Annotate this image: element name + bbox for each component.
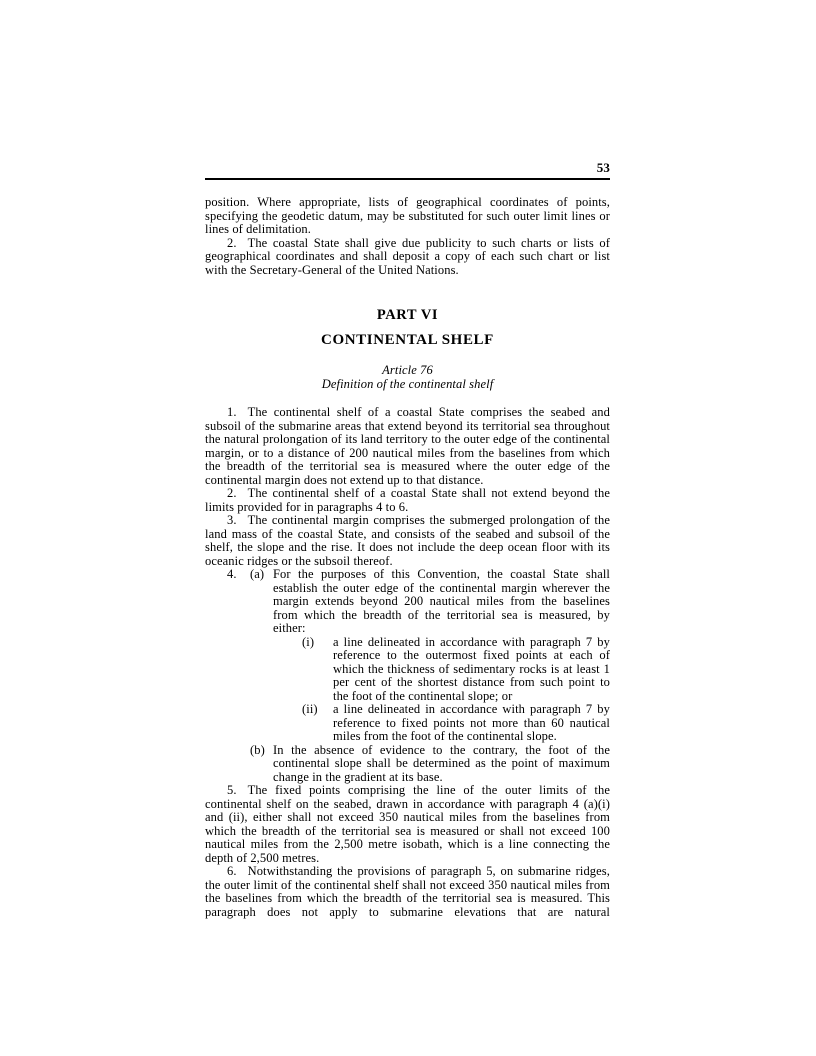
article-paragraph-5 bbox=[205, 784, 610, 865]
paragraph-number: 6. bbox=[227, 864, 237, 878]
paragraph-text: The continental shelf of a coastal State comprises the seabed and subsoil of the submarine areas that extend beyond its territorial sea throughout the natural prolongation of its land territory to the outer edge of the continental margin, or to a distance of 200 nautical miles from the baselines from which the breadth of the territorial sea is measured where the outer edge of the continental margin does not extend up to that distance. bbox=[205, 405, 610, 487]
article-paragraph-4a bbox=[205, 568, 610, 636]
subparagraph-label: (b) bbox=[250, 742, 265, 757]
paragraph-text: For the purposes of this Convention, the coastal State shall establish the outer edge of the continental margin wherever the margin extends beyond 200 nautical miles from the baselines from which the breadth of the territorial sea is measured, by either: bbox=[273, 567, 610, 635]
paragraph-number: 1. bbox=[227, 405, 237, 419]
part-title-heading: CONTINENTAL SHELF bbox=[321, 332, 494, 348]
article-paragraph-4b bbox=[205, 744, 610, 785]
paragraph-text: The coastal State shall give due publicity to such charts or lists of geographical coordinates and shall deposit a copy of each such chart or list with the Secretary-General of the United Nations. bbox=[205, 235, 610, 277]
article-title-heading: Definition of the continental shelf bbox=[321, 376, 494, 391]
article-paragraph-4a-ii bbox=[205, 703, 610, 744]
header-rule bbox=[205, 178, 610, 180]
paragraph-text: The continental margin comprises the submerged prolongation of the land mass of the coastal State, and consists of the seabed and subsoil of the shelf, the slope and the rise. It does not include the deep ocean floor with its oceanic ridges or the subsoil thereof. bbox=[205, 513, 610, 568]
paragraph-number: 2. bbox=[227, 235, 237, 250]
paragraph-number: 2. bbox=[227, 486, 237, 500]
paragraph-number: 4. bbox=[227, 567, 237, 581]
article-paragraph-6 bbox=[205, 865, 610, 919]
article-paragraph-1 bbox=[205, 406, 610, 487]
clause-label: (i) bbox=[302, 634, 315, 649]
paragraph-number: 3. bbox=[227, 513, 237, 527]
article-paragraph-4a-i bbox=[205, 636, 610, 704]
article-paragraph-2 bbox=[205, 487, 610, 514]
page-content bbox=[205, 160, 610, 919]
paragraph-text: The continental shelf of a coastal State shall not extend beyond the limits provided for in paragraphs 4 to 6. bbox=[205, 486, 610, 514]
page-number: 53 bbox=[596, 160, 610, 175]
paragraph-text: a line delineated in accordance with paragraph 7 by reference to fixed points not more than 60 nautical miles from the foot of the continental slope. bbox=[333, 702, 610, 743]
paragraph-continuation: position. Where appropriate, lists of geographical coordinates of points, specifying the geodetic datum, may be substituted for such outer limit lines or lines of delimitation. bbox=[205, 195, 610, 236]
article-number-heading: Article 76 bbox=[382, 363, 433, 377]
part-heading: PART VI bbox=[376, 307, 439, 323]
paragraph-text: Notwithstanding the provisions of paragraph 5, on submarine ridges, the outer limit of the continental shelf shall not exceed 350 nautical miles from the baselines from which the breadth of the territorial sea is measured. This paragraph does not apply to submarine elevations that are natural bbox=[205, 864, 610, 919]
paragraph-text: In the absence of evidence to the contrary, the foot of the continental slope shall be determined as the point of maximum change in the gradient at its base. bbox=[273, 742, 610, 784]
paragraph-text: The fixed points comprising the line of the outer limits of the continental shelf on the seabed, drawn in accordance with paragraph 4 (a)(i) and (ii), either shall not exceed 350 nautical miles from the baselines from which the breadth of the territorial sea is measured or shall not exceed 100 nautical miles from the 2,500 metre isobath, which is a line connecting the depth of 2,500 metres. bbox=[205, 783, 610, 865]
paragraph-text: a line delineated in accordance with paragraph 7 by reference to the outermost fixed points at each of which the thickness of sedimentary rocks is at least 1 per cent of the shortest distance from such point to the foot of the continental slope; or bbox=[333, 634, 610, 703]
paragraph-2-top bbox=[205, 237, 610, 278]
clause-label: (ii) bbox=[302, 702, 318, 716]
subparagraph-label: (a) bbox=[250, 567, 265, 581]
article-paragraph-3 bbox=[205, 514, 610, 568]
paragraph-number: 5. bbox=[227, 783, 237, 797]
